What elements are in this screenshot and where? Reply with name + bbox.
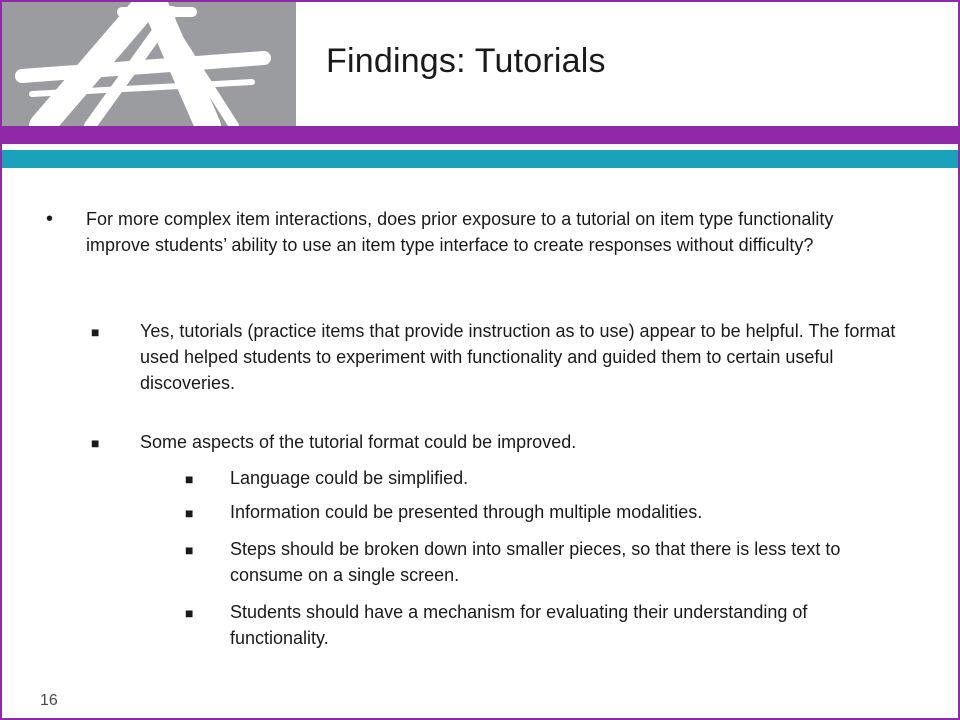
slide-number: 16 [40, 692, 58, 709]
slide-title: Findings: Tutorials [326, 42, 606, 80]
square-bullet-icon: ■ [91, 324, 100, 340]
sub-item: Steps should be broken down into smaller pieces, so that there is less text to consume on a single screen. [230, 539, 841, 585]
answer-improve-text: Some aspects of the tutorial format could be improved. [140, 432, 577, 452]
sub-item: Students should have a mechanism for evaluating their understanding of functionality. [230, 602, 808, 648]
square-bullet-icon: ■ [185, 542, 194, 558]
square-bullet-icon: ■ [185, 471, 194, 487]
square-bullet-icon: ■ [185, 505, 194, 521]
sub-item: Information could be presented through multiple modalities. [230, 502, 703, 522]
sub-item: Language could be simplified. [230, 468, 469, 488]
square-bullet-icon: ■ [185, 605, 194, 621]
question-text: For more complex item interactions, does prior exposure to a tutorial on item type functionality improve students’ ability to use an item type interface to create responses without difficulty? [86, 209, 834, 255]
answer-yes-text: Yes, tutorials (practice items that provide instruction as to use) appear to be helpful. The format used helped students to experiment with functionality and guided them to certain useful discoveries. [140, 321, 896, 393]
bullet-icon: • [46, 208, 54, 230]
square-bullet-icon: ■ [91, 435, 100, 451]
